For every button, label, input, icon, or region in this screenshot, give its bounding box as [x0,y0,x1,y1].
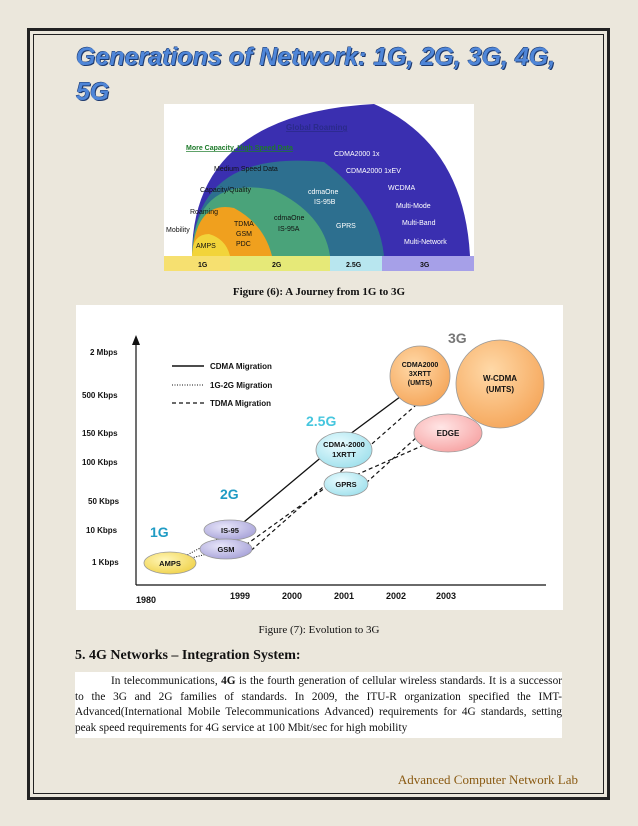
label-cdmaone-b: cdmaOne [308,189,339,196]
legend-tdma: TDMA Migration [210,399,272,408]
x-label-1980: 1980 [136,595,157,605]
gen-label-2-5g: 2.5G [306,413,337,429]
label-amps: AMPS [196,243,216,250]
node-cdma2000-1x-label-b: 1XRTT [332,450,356,459]
band-label-1g: 1G [198,262,208,269]
node-is95-label: IS-95 [221,526,239,535]
node-wcdma [456,340,544,428]
y-label-50kbps: 50 Kbps [88,497,120,506]
node-wcdma-label-a: W-CDMA [482,374,518,383]
node-cdma2000-1x-label-a: CDMA-2000 [323,440,365,449]
label-wcdma: WCDMA [388,185,416,192]
node-cdma3x-label-a: CDMA2000 [401,362,439,369]
label-gsm: GSM [236,231,252,238]
para-post: is the fourth generation of cellular wireless standards. It is a successor to the 3G and 2G families of standards. In 2009, the ITU-R organization specified the IMT-Advanced(International Mobile Telecommunications Advanced) requirements for 4G standards, setting peak speed requirements for 4G service at 100 Mbit/sec for high mobility [75,675,562,734]
side-label-medium-speed: Medium Speed Data [214,166,278,173]
band-1g [164,256,230,271]
label-pdc: PDC [236,241,251,248]
label-gprs: GPRS [336,223,356,230]
figure6-caption: Figure (6): A Journey from 1G to 3G [232,286,406,298]
node-amps-label: AMPS [159,559,181,568]
figure-evolution-3g [76,305,563,610]
x-label-2003: 2003 [436,591,457,601]
para-bold-4g: 4G [221,675,236,687]
band-label-3g: 3G [420,262,430,269]
label-multi-network: Multi-Network [404,239,447,246]
node-wcdma-label-b: (UMTS) [486,385,514,394]
label-cdma2000-1x: CDMA2000 1x [334,151,380,158]
node-cdma3x-label-b: 3XRTT [408,371,432,378]
y-label-150kbps: 150 Kbps [82,429,118,438]
y-label-2mbps: 2 Mbps [90,348,118,357]
figure7-caption: Figure (7): Evolution to 3G [258,624,380,636]
label-cdma2000-1xev: CDMA2000 1xEV [346,168,401,175]
x-label-2000: 2000 [282,591,303,601]
band-label-2-5g: 2.5G [346,262,362,269]
node-gsm-label: GSM [217,545,235,554]
label-is95b: IS-95B [314,199,336,206]
side-label-capacity: Capacity/Quality [200,187,251,194]
gen-label-3g: 3G [448,330,467,346]
figure-journey-1g-3g [164,104,474,271]
section-paragraph [75,672,562,738]
gen-label-1g: 1G [150,524,169,540]
side-label-mobility: Mobility [166,227,190,234]
y-label-1kbps: 1 Kbps [92,558,119,567]
y-label-100kbps: 100 Kbps [82,458,118,467]
label-cdmaone-a: cdmaOne [274,215,305,222]
node-edge-label: EDGE [436,429,460,438]
global-roaming-label: Global Roaming [286,123,348,132]
label-is95a: IS-95A [278,226,300,233]
page-footer: Advanced Computer Network Lab [397,772,578,787]
more-capacity-label: More Capacity, High Speed Data [186,145,293,152]
x-label-1999: 1999 [230,591,251,601]
legend-1g-2g: 1G-2G Migration [210,381,273,390]
node-gprs-label: GPRS [335,480,357,489]
label-multi-band: Multi-Band [402,220,436,227]
section-heading: 5. 4G Networks – Integration System: [75,648,301,663]
page-title: Generations of Network: 1G, 2G, 3G, 4G, 5G [76,43,556,106]
y-label-10kbps: 10 Kbps [86,526,118,535]
label-multi-mode: Multi-Mode [396,203,431,210]
x-label-2002: 2002 [386,591,407,601]
side-label-roaming: Roaming [190,209,219,216]
legend-cdma: CDMA Migration [210,362,272,371]
x-label-2001: 2001 [334,591,355,601]
y-label-500kbps: 500 Kbps [82,391,118,400]
band-label-2g: 2G [272,262,282,269]
label-tdma: TDMA [234,221,254,228]
para-pre: In telecommunications, [111,675,222,687]
node-cdma3x-label-c: (UMTS) [407,380,433,387]
gen-label-2g: 2G [220,486,239,502]
